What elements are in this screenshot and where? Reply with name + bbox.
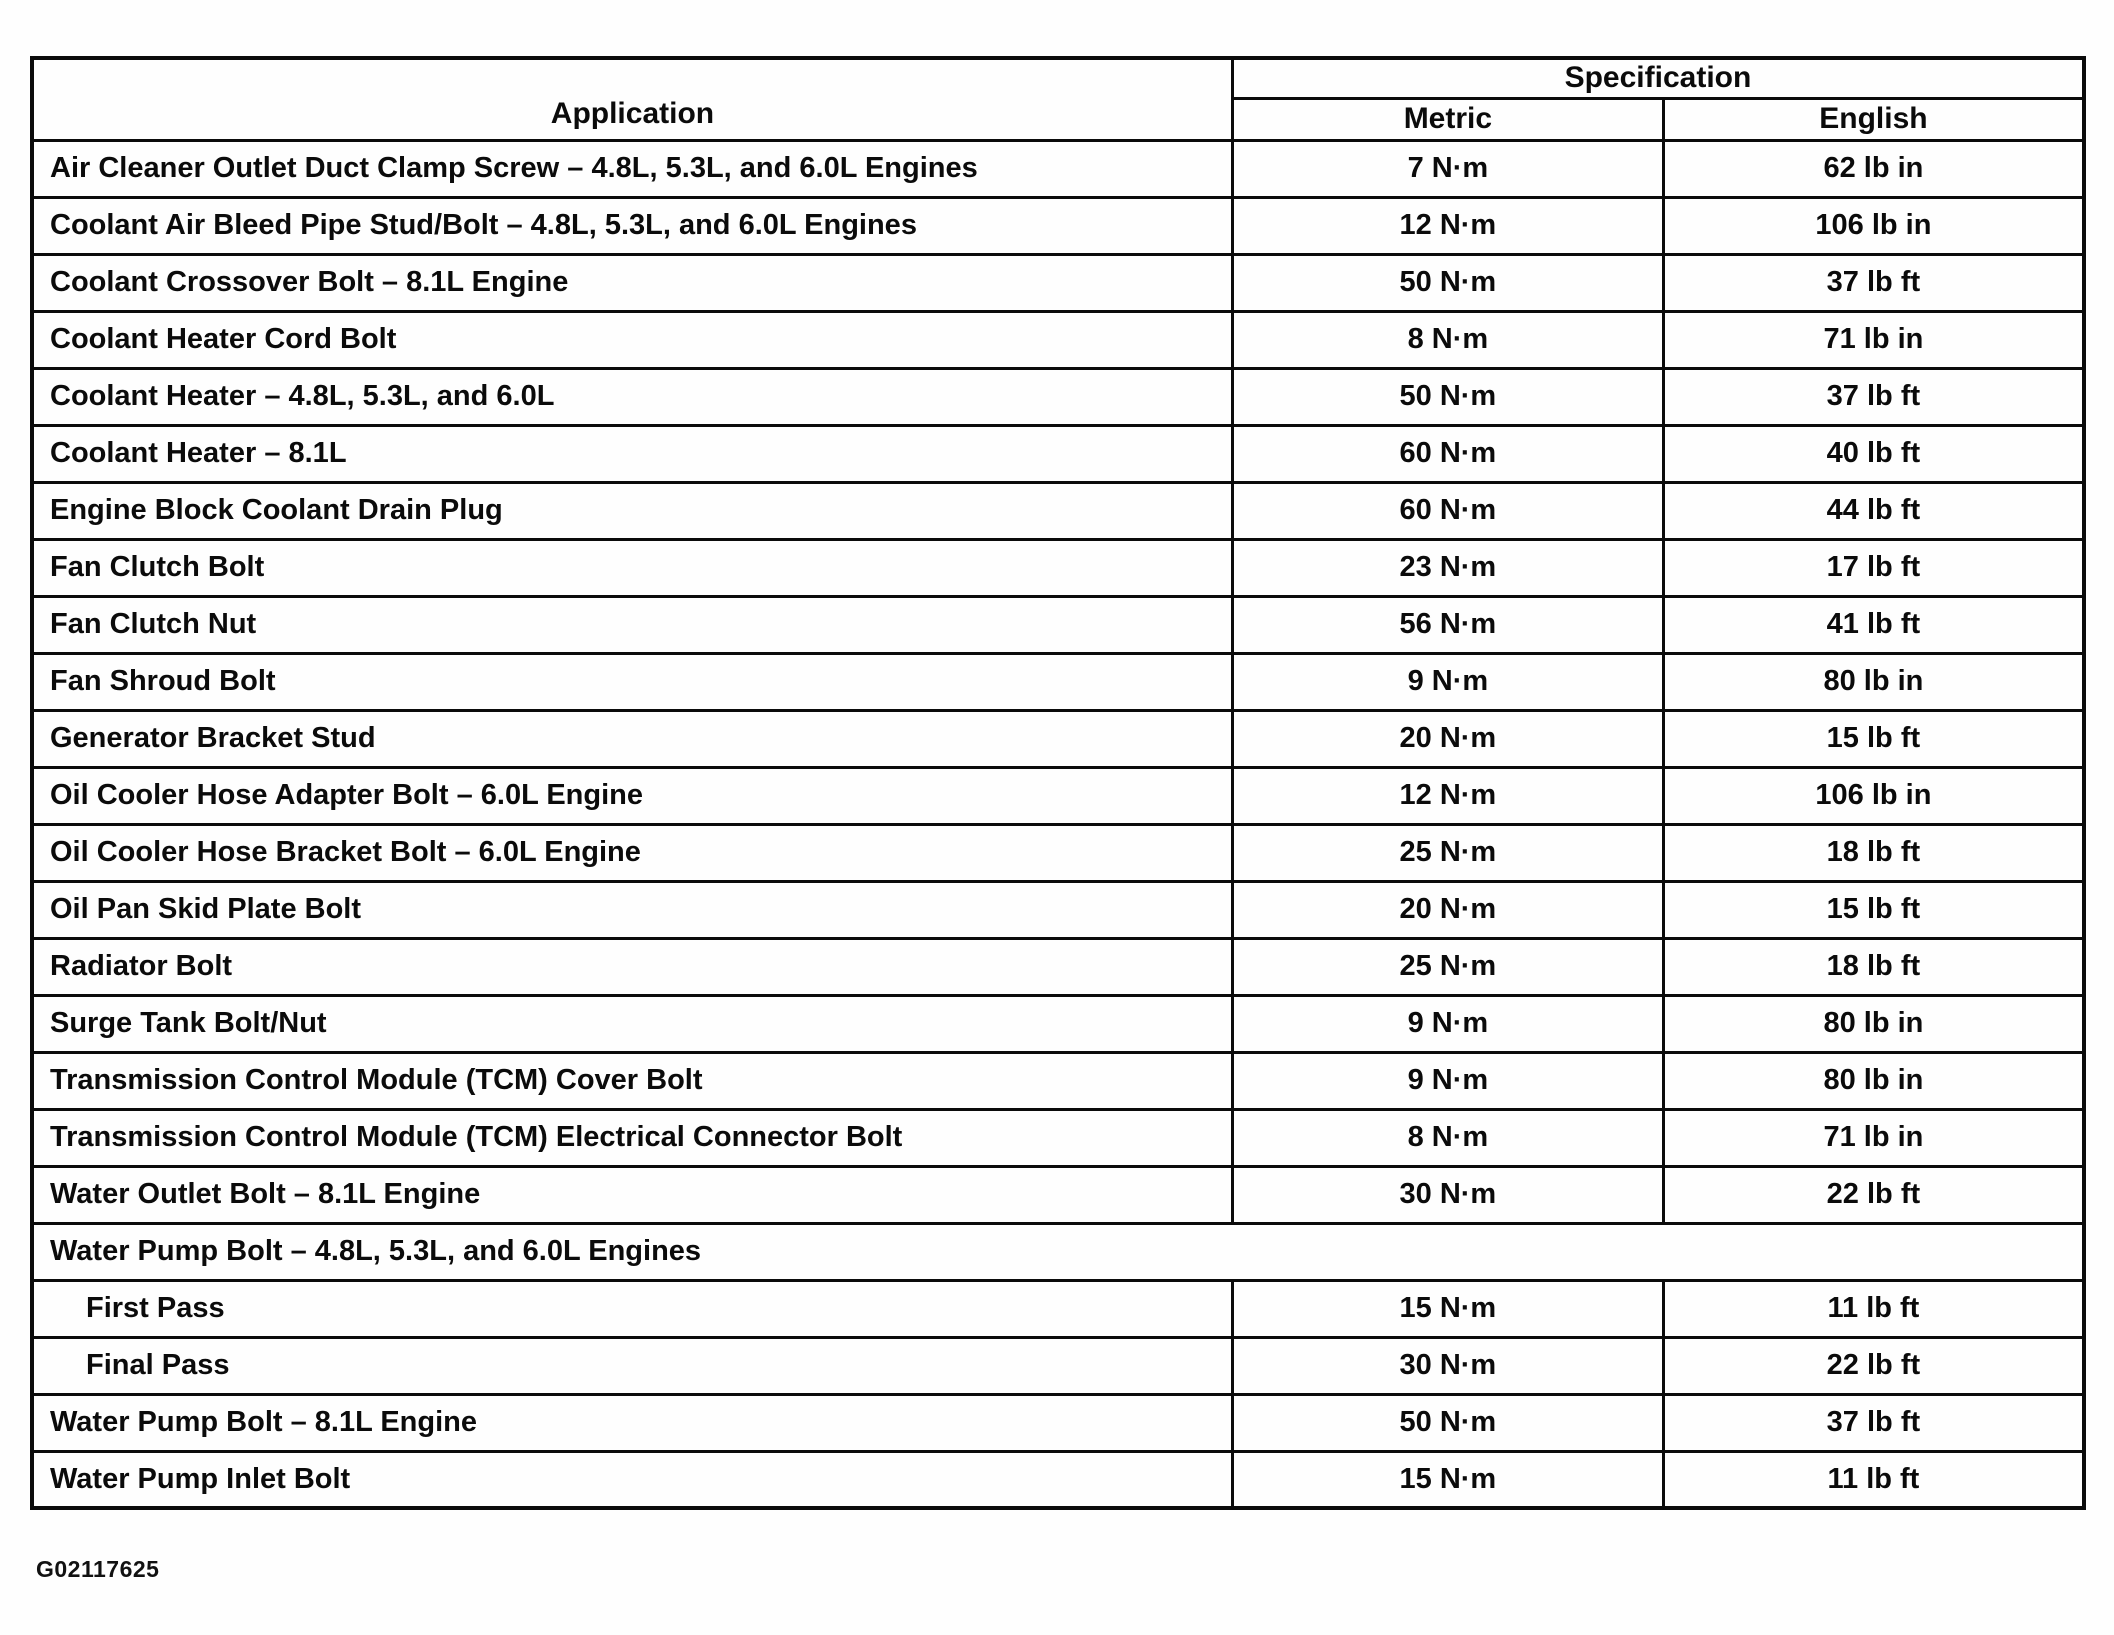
english-cell: 80 lb in: [1663, 995, 2084, 1052]
application-cell: Water Pump Inlet Bolt: [32, 1451, 1232, 1508]
table-row: [32, 254, 2084, 311]
application-cell: Air Cleaner Outlet Duct Clamp Screw – 4.8L, 5.3L, and 6.0L Engines: [32, 140, 1232, 197]
header-row-specification: [32, 58, 2084, 98]
table-row: [32, 1166, 2084, 1223]
application-cell: Coolant Heater Cord Bolt: [32, 311, 1232, 368]
application-cell: Coolant Heater – 4.8L, 5.3L, and 6.0L: [32, 368, 1232, 425]
application-cell: Final Pass: [32, 1337, 1232, 1394]
table-row: [32, 1337, 2084, 1394]
english-cell: 40 lb ft: [1663, 425, 2084, 482]
table-body: [32, 140, 2084, 1508]
english-cell: 18 lb ft: [1663, 938, 2084, 995]
metric-cell: 8 N·m: [1232, 1109, 1663, 1166]
table-row: [32, 767, 2084, 824]
english-cell: 62 lb in: [1663, 140, 2084, 197]
table-row: [32, 710, 2084, 767]
application-cell: Oil Pan Skid Plate Bolt: [32, 881, 1232, 938]
english-cell: 71 lb in: [1663, 1109, 2084, 1166]
application-column-header: Application: [32, 58, 1232, 140]
table-row: [32, 995, 2084, 1052]
english-cell: 22 lb ft: [1663, 1337, 2084, 1394]
english-cell: 22 lb ft: [1663, 1166, 2084, 1223]
table-header: [32, 58, 2084, 140]
english-cell: 106 lb in: [1663, 767, 2084, 824]
table-row: [32, 539, 2084, 596]
english-cell: 80 lb in: [1663, 1052, 2084, 1109]
table-row: [32, 938, 2084, 995]
table-row: [32, 197, 2084, 254]
english-cell: 106 lb in: [1663, 197, 2084, 254]
table-row-group-header: [32, 1223, 2084, 1280]
application-cell: Surge Tank Bolt/Nut: [32, 995, 1232, 1052]
metric-cell: 15 N·m: [1232, 1451, 1663, 1508]
english-cell: 37 lb ft: [1663, 254, 2084, 311]
metric-cell: 50 N·m: [1232, 254, 1663, 311]
metric-cell: 60 N·m: [1232, 425, 1663, 482]
table-row: [32, 140, 2084, 197]
metric-cell: 15 N·m: [1232, 1280, 1663, 1337]
english-cell: 41 lb ft: [1663, 596, 2084, 653]
metric-cell: 56 N·m: [1232, 596, 1663, 653]
metric-cell: 25 N·m: [1232, 824, 1663, 881]
application-cell: Engine Block Coolant Drain Plug: [32, 482, 1232, 539]
application-cell: Oil Cooler Hose Bracket Bolt – 6.0L Engine: [32, 824, 1232, 881]
application-cell: Water Outlet Bolt – 8.1L Engine: [32, 1166, 1232, 1223]
english-cell: 71 lb in: [1663, 311, 2084, 368]
table-row: [32, 1394, 2084, 1451]
application-cell: Water Pump Bolt – 4.8L, 5.3L, and 6.0L Engines: [32, 1223, 2084, 1280]
specification-column-header: Specification: [1232, 58, 2084, 98]
application-cell: Generator Bracket Stud: [32, 710, 1232, 767]
english-cell: 18 lb ft: [1663, 824, 2084, 881]
application-cell: Fan Clutch Bolt: [32, 539, 1232, 596]
english-cell: 37 lb ft: [1663, 368, 2084, 425]
metric-cell: 8 N·m: [1232, 311, 1663, 368]
metric-cell: 20 N·m: [1232, 881, 1663, 938]
application-cell: Fan Shroud Bolt: [32, 653, 1232, 710]
application-cell: Fan Clutch Nut: [32, 596, 1232, 653]
metric-cell: 30 N·m: [1232, 1166, 1663, 1223]
application-cell: Transmission Control Module (TCM) Cover Bolt: [32, 1052, 1232, 1109]
metric-cell: 12 N·m: [1232, 767, 1663, 824]
english-cell: 11 lb ft: [1663, 1451, 2084, 1508]
fastener-spec-table: [30, 56, 2086, 1510]
table-row: [32, 596, 2084, 653]
application-cell: Coolant Heater – 8.1L: [32, 425, 1232, 482]
metric-cell: 20 N·m: [1232, 710, 1663, 767]
english-cell: 15 lb ft: [1663, 710, 2084, 767]
figure-id-label: G02117625: [36, 1556, 160, 1582]
metric-cell: 50 N·m: [1232, 368, 1663, 425]
metric-cell: 9 N·m: [1232, 653, 1663, 710]
application-cell: Radiator Bolt: [32, 938, 1232, 995]
metric-column-header: Metric: [1232, 98, 1663, 140]
application-cell: Coolant Crossover Bolt – 8.1L Engine: [32, 254, 1232, 311]
english-cell: 15 lb ft: [1663, 881, 2084, 938]
table-row: [32, 368, 2084, 425]
application-cell: First Pass: [32, 1280, 1232, 1337]
metric-cell: 60 N·m: [1232, 482, 1663, 539]
table-row: [32, 824, 2084, 881]
metric-cell: 9 N·m: [1232, 995, 1663, 1052]
table-row: [32, 1451, 2084, 1508]
table-row: [32, 881, 2084, 938]
table-row: [32, 311, 2084, 368]
metric-cell: 7 N·m: [1232, 140, 1663, 197]
metric-cell: 25 N·m: [1232, 938, 1663, 995]
application-cell: Transmission Control Module (TCM) Electrical Connector Bolt: [32, 1109, 1232, 1166]
application-cell: Oil Cooler Hose Adapter Bolt – 6.0L Engine: [32, 767, 1232, 824]
metric-cell: 30 N·m: [1232, 1337, 1663, 1394]
english-cell: 44 lb ft: [1663, 482, 2084, 539]
metric-cell: 50 N·m: [1232, 1394, 1663, 1451]
english-cell: 17 lb ft: [1663, 539, 2084, 596]
metric-cell: 12 N·m: [1232, 197, 1663, 254]
application-cell: Coolant Air Bleed Pipe Stud/Bolt – 4.8L, 5.3L, and 6.0L Engines: [32, 197, 1232, 254]
table-row: [32, 425, 2084, 482]
english-cell: 37 lb ft: [1663, 1394, 2084, 1451]
english-column-header: English: [1663, 98, 2084, 140]
english-cell: 11 lb ft: [1663, 1280, 2084, 1337]
table-row: [32, 1052, 2084, 1109]
table-row: [32, 1109, 2084, 1166]
english-cell: 80 lb in: [1663, 653, 2084, 710]
metric-cell: 23 N·m: [1232, 539, 1663, 596]
table-row: [32, 1280, 2084, 1337]
application-cell: Water Pump Bolt – 8.1L Engine: [32, 1394, 1232, 1451]
metric-cell: 9 N·m: [1232, 1052, 1663, 1109]
table-row: [32, 482, 2084, 539]
table-row: [32, 653, 2084, 710]
